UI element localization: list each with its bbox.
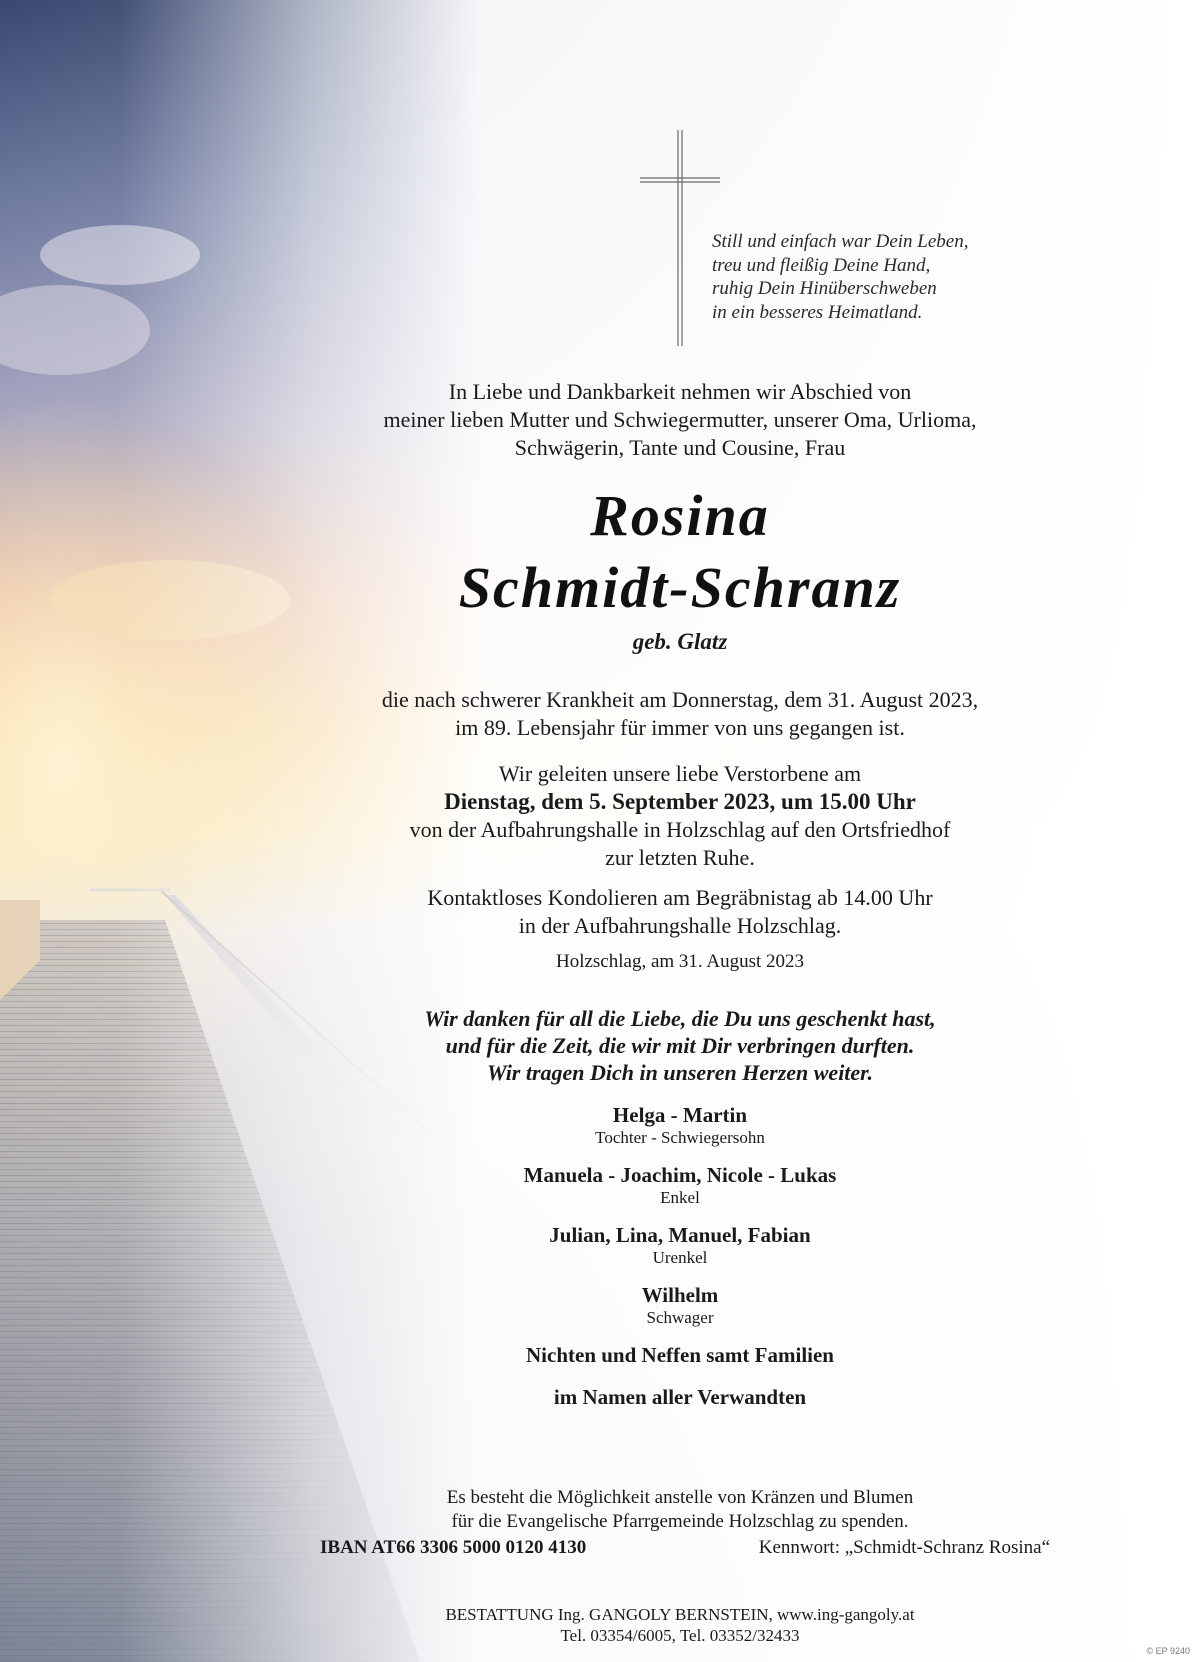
deceased-first-name: Rosina [590,483,770,548]
family-extra: Nichten und Neffen samt Familien [526,1343,834,1367]
donation-line: Es besteht die Möglichkeit anstelle von Kränzen und Blumen [446,1487,914,1508]
condolence-line: in der Aufbahrungshalle Holzschlag. [518,913,842,938]
family-group [300,1102,1060,1148]
funeral-line: zur letzten Ruhe. [605,845,755,870]
poem [712,230,1032,324]
thanks-line: Wir danken für all die Liebe, die Du uns geschenkt hast, [424,1006,936,1031]
family-names: Wilhelm [641,1283,719,1307]
deceased-birth-name: geb. Glatz [632,629,728,654]
deceased-last-name: Schmidt-Schranz [458,555,902,620]
undertaker-line: BESTATTUNG Ing. GANGOLY BERNSTEIN, www.ing-gangoly.at [445,1605,915,1624]
death-notice [300,686,1060,742]
cross-icon [638,128,722,348]
family-names: Manuela - Joachim, Nicole - Lukas [523,1163,837,1187]
death-notice-line: im 89. Lebensjahr für immer von uns gegangen ist. [455,715,905,740]
family-relation: Schwager [646,1308,714,1327]
family-names: Helga - Martin [612,1103,748,1127]
kennwort: Kennwort: „Schmidt-Schranz Rosina“ [758,1537,1050,1558]
funeral-line: von der Aufbahrungshalle in Holzschlag auf den Ortsfriedhof [409,817,951,842]
iban: IBAN AT66 3306 5000 0120 4130 [320,1537,587,1558]
thanks-line: und für die Zeit, die wir mit Dir verbringen durften. [445,1033,915,1058]
condolence-line: Kontaktloses Kondolieren am Begräbnistag ab 14.00 Uhr [427,885,933,910]
donation-line: für die Evangelische Pfarrgemeinde Holzschlag zu spenden. [451,1511,909,1532]
funeral-datetime: Dienstag, dem 5. September 2023, um 15.00 Uhr [444,789,916,814]
poem-line: Still und einfach war Dein Leben, [712,231,969,252]
poem-line: ruhig Dein Hinüberschweben [712,278,937,299]
family-group [300,1222,1060,1268]
bank-details [320,1536,1050,1562]
condolence-info [300,884,1060,940]
intro-text [300,378,1060,462]
poem-line: in ein besseres Heimatland. [712,301,923,323]
family-group [300,1282,1060,1328]
print-code: © EP 9240 [1146,1646,1190,1656]
family-relation: Urenkel [652,1248,708,1267]
funeral-info [300,760,1060,872]
family-list [300,1102,1060,1410]
family-group [300,1162,1060,1208]
undertaker-line: Tel. 03354/6005, Tel. 03352/32433 [560,1626,800,1645]
death-notice-line: die nach schwerer Krankheit am Donnerstag, dem 31. August 2023, [381,687,979,712]
intro-line: Schwägerin, Tante und Cousine, Frau [514,435,846,460]
intro-line: meiner lieben Mutter und Schwiegermutter, unserer Oma, Urlioma, [383,407,977,432]
place-date: Holzschlag, am 31. August 2023 [555,951,805,972]
thanks-text [300,1005,1060,1086]
family-extra: im Namen aller Verwandten [553,1385,807,1409]
family-names: Julian, Lina, Manuel, Fabian [549,1223,811,1247]
intro-line: In Liebe und Dankbarkeit nehmen wir Abschied von [448,379,912,404]
undertaker-info [300,1604,1060,1646]
poem-line: treu und fleißig Deine Hand, [712,254,931,276]
family-relation: Enkel [660,1188,700,1207]
family-relation: Tochter - Schwiegersohn [595,1128,765,1147]
donation-info [300,1486,1060,1534]
thanks-line: Wir tragen Dich in unseren Herzen weiter. [486,1060,874,1085]
funeral-line: Wir geleiten unsere liebe Verstorbene am [498,761,862,786]
